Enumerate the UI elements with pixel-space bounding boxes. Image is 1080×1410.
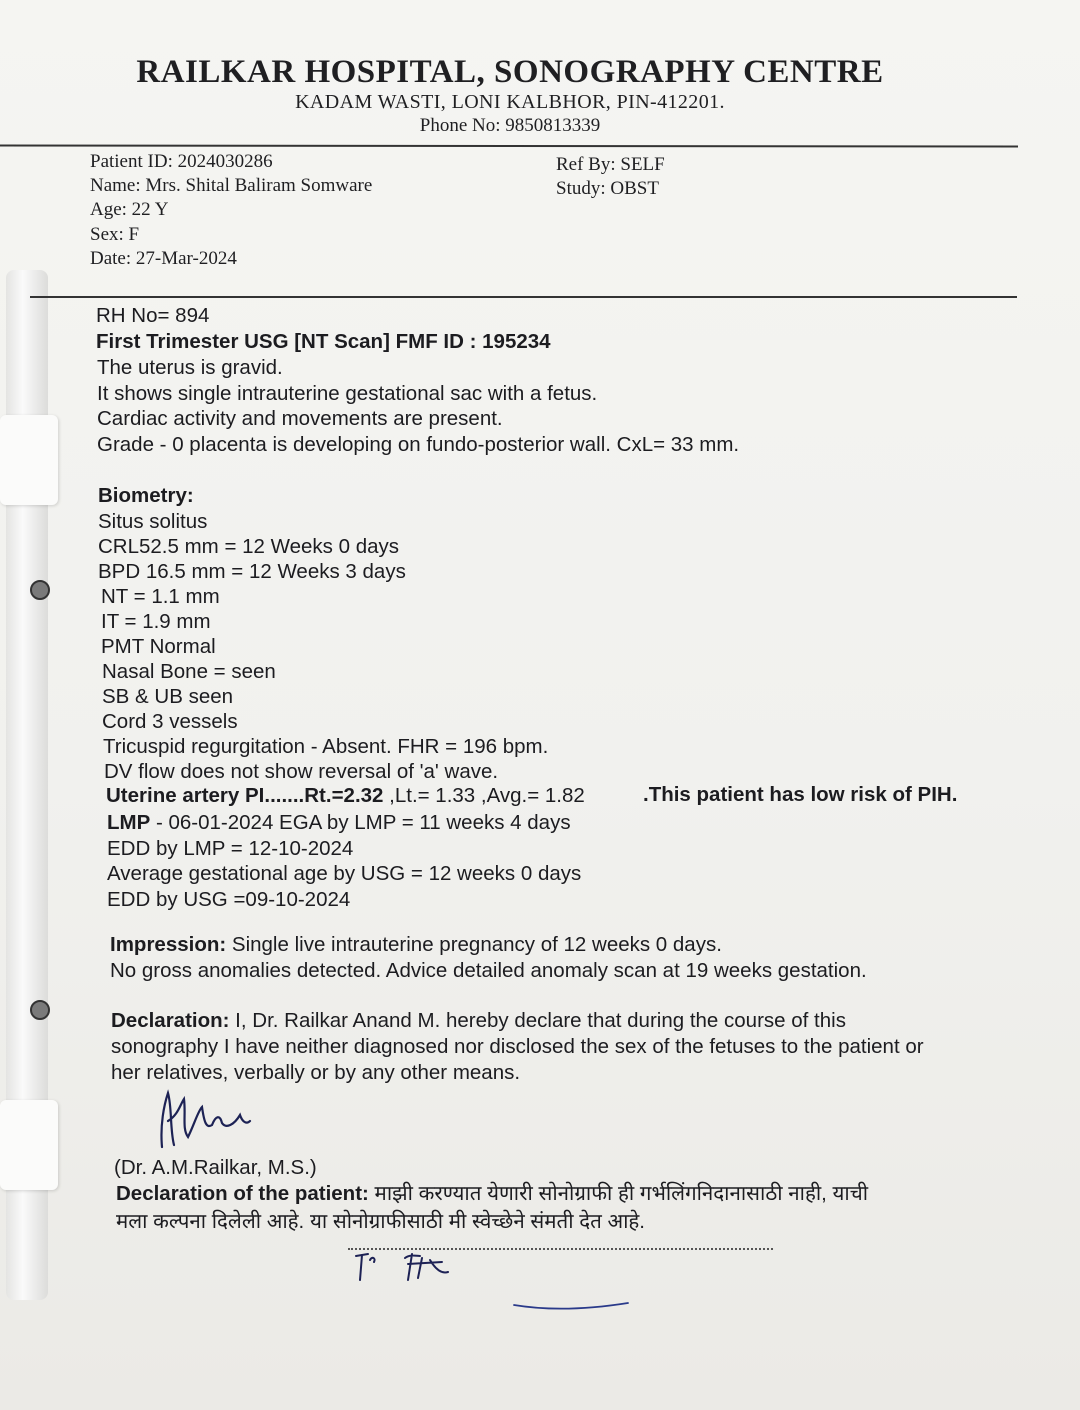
uterine-artery-label: Uterine artery PI.......Rt.=2.32 — [106, 784, 384, 807]
ref-by: Ref By: SELF — [556, 154, 665, 175]
rh-number: RH No= 894 — [96, 304, 210, 327]
biometry-heading: Biometry: — [98, 484, 194, 507]
biometry-item: Nasal Bone = seen — [102, 660, 276, 683]
impression-line2: No gross anomalies detected. Advice detailed anomaly scan at 19 weeks gestation. — [110, 958, 867, 982]
doctor-name: (Dr. A.M.Railkar, M.S.) — [114, 1156, 317, 1179]
finding-line: Grade - 0 placenta is developing on fundo-posterior wall. CxL= 33 mm. — [97, 432, 740, 456]
clip-block-upper — [0, 415, 58, 505]
study-type: Study: OBST — [556, 178, 659, 200]
doctor-signature — [150, 1085, 260, 1155]
patient-id: Patient ID: 2024030286 — [90, 151, 273, 172]
pen-stroke — [510, 1295, 635, 1315]
impression-block — [110, 932, 867, 983]
biometry-item: IT = 1.9 mm — [101, 610, 211, 633]
biometry-list — [98, 509, 548, 784]
clip-hole-lower — [30, 1000, 50, 1020]
biometry-item: Cord 3 vessels — [102, 710, 238, 733]
patient-declaration-label: Declaration of the patient: — [116, 1182, 369, 1205]
lmp-line — [107, 810, 581, 836]
finding-line: The uterus is gravid. — [97, 356, 283, 379]
patient-age: Age: 22 Y — [90, 199, 169, 221]
clip-block-lower — [0, 1100, 58, 1190]
impression-label: Impression: — [110, 933, 227, 956]
biometry-item: CRL52.5 mm = 12 Weeks 0 days — [98, 535, 399, 558]
header-divider — [0, 145, 1018, 148]
biometry-item: PMT Normal — [101, 635, 216, 658]
declaration-line2: sonography I have neither diagnosed nor disclosed the sex of the fetuses to the patient or — [111, 1035, 924, 1058]
biometry-item: BPD 16.5 mm = 12 Weeks 3 days — [98, 560, 406, 583]
declaration-block — [111, 1008, 924, 1086]
lmp-label: LMP — [107, 811, 151, 834]
biometry-item: SB & UB seen — [102, 685, 234, 708]
edd-usg: EDD by USG =09-10-2024 — [107, 887, 351, 911]
hospital-name: RAILKAR HOSPITAL, SONOGRAPHY CENTRE — [136, 54, 884, 90]
biometry-item: NT = 1.1 mm — [101, 585, 220, 608]
hospital-address: KADAM WASTI, LONI KALBHOR, PIN-412201. — [295, 91, 725, 113]
patient-info — [90, 150, 372, 271]
biometry-item: Tricuspid regurgitation - Absent. FHR = 196 bpm. — [103, 735, 549, 758]
finding-line: It shows single intrauterine gestational sac with a fetus. — [97, 381, 598, 405]
patient-name: Name: Mrs. Shital Baliram Somware — [90, 175, 373, 197]
clip-hole-upper — [30, 580, 50, 600]
patient-sex: Sex: F — [90, 223, 140, 245]
declaration-line3: her relatives, verbally or by any other means. — [111, 1061, 521, 1084]
declaration-label: Declaration: — [111, 1009, 230, 1032]
edd-lmp: EDD by LMP = 12-10-2024 — [107, 836, 354, 860]
lmp-value: - 06-01-2024 EGA by LMP = 11 weeks 4 days — [150, 811, 571, 834]
binder-clip — [0, 270, 62, 1300]
dates-block — [107, 810, 581, 912]
biometry-item: DV flow does not show reversal of 'a' wave. — [104, 760, 499, 783]
findings — [97, 355, 739, 457]
patient-declaration-line2: मला कल्पना दिलेली आहे. या सोनोग्राफीसाठी मी स्वेच्छेने संमती देत आहे. — [116, 1210, 646, 1233]
uterine-artery-values: ,Lt.= 1.33 ,Avg.= 1.82 — [383, 784, 585, 807]
hospital-phone: Phone No: 9850813339 — [419, 115, 601, 136]
biometry-item: Situs solitus — [98, 510, 208, 533]
pih-risk: .This patient has low risk of PIH. — [643, 783, 958, 806]
referral-info — [556, 153, 665, 201]
declaration-line1: I, Dr. Railkar Anand M. hereby declare that during the course of this — [229, 1009, 846, 1032]
finding-line: Cardiac activity and movements are present. — [97, 407, 503, 430]
patient-divider — [30, 296, 1017, 298]
patient-declaration — [116, 1180, 868, 1236]
impression-text: Single live intrauterine pregnancy of 12 weeks 0 days. — [226, 933, 722, 956]
report-date: Date: 27-Mar-2024 — [90, 247, 237, 269]
avg-gestational-age: Average gestational age by USG = 12 weeks 0 days — [107, 862, 582, 885]
uterine-artery-line — [106, 784, 585, 808]
scan-title: First Trimester USG [NT Scan] FMF ID : 195234 — [96, 330, 551, 353]
patient-signature — [350, 1250, 460, 1285]
patient-declaration-line1: माझी करण्यात येणारी सोनोग्राफी ही गर्भलिंगनिदानासाठी नाही, याची — [368, 1182, 869, 1205]
